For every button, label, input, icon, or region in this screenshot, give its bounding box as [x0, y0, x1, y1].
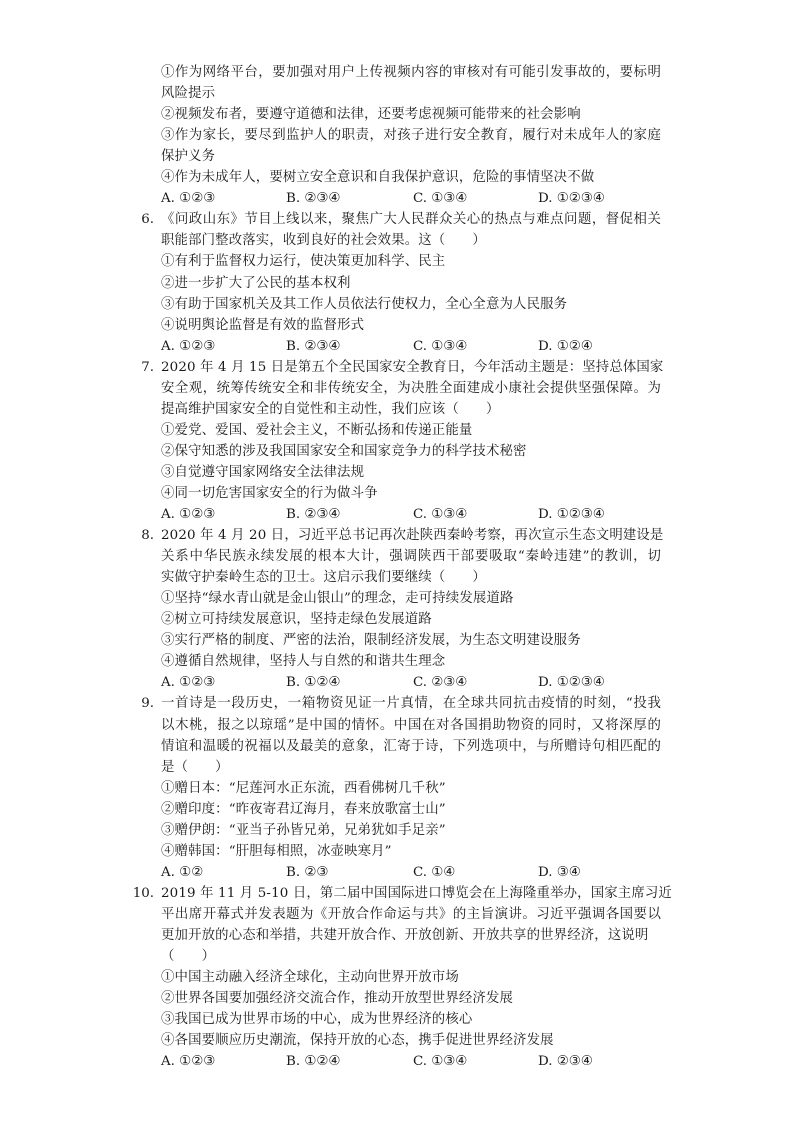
question-stem: 一首诗是一段历史，一箱物资见证一片真情，在全球共同抗击疫情的时刻，“投我: [161, 696, 661, 711]
option-a: A. ①②③: [161, 191, 216, 206]
option-b: B. ②③: [286, 865, 329, 880]
option-c: C. ①④: [413, 865, 456, 880]
question-10-options: [161, 1051, 661, 1072]
question-line: ②树立可持续发展意识，坚持走绿色发展道路: [161, 612, 432, 627]
option-d: D. ①②③④: [538, 191, 605, 206]
question-line: ④说明舆论监督是有效的监督形式: [161, 318, 365, 333]
question-stem: 2020 年 4 月 20 日，习近平总书记再次赴陕西秦岭考察，再次宣示生态文明建设是: [161, 528, 664, 543]
question-number: 8.: [141, 528, 154, 543]
question-stem: 《问政山东》节目上线以来，聚焦广大人民群众关心的热点与难点问题，督促相关: [161, 212, 661, 227]
question-line: ③赠伊朗：“亚当子孙皆兄弟，兄弟犹如手足亲”: [161, 823, 446, 838]
option-b: B. ②③④: [286, 507, 341, 522]
question-line: 情谊和温暖的祝福以及最美的意象，汇寄于诗，下列选项中，与所赠诗句相匹配的: [161, 739, 661, 754]
question-number: 6.: [141, 212, 154, 227]
question-line: ②赠印度：“昨夜寄君辽海月，春来放歌富士山”: [161, 802, 446, 817]
question-line: ④遵循自然规律，坚持人与自然的和谐共生理念: [161, 654, 446, 669]
question-line: 实做守护秦岭生态的卫士。这启示我们要继续（ ）: [161, 570, 486, 585]
question-line: 是（ ）: [161, 760, 229, 775]
question-line: 关系中华民族永续发展的根本大计，强调陕西干部要吸取“秦岭违建”的教训，切: [161, 549, 661, 564]
question-line: ④各国要顺应历史潮流，保持开放的心态，携手促进世界经济发展: [161, 1033, 554, 1048]
question-stem: 2020 年 4 月 15 日是第五个全民国家安全教育日，今年活动主题是：坚持总体国家: [161, 360, 664, 375]
option-a: A. ①②: [161, 865, 204, 880]
question-line: ②世界各国要加强经济交流合作，推动开放型世界经济发展: [161, 991, 514, 1006]
option-a: A. ①②③: [161, 675, 216, 690]
question-line: ④赠韩国：“肝胆每相照，冰壶映寒月”: [161, 844, 392, 859]
question-line: ②进一步扩大了公民的基本权利: [161, 276, 351, 291]
option-a: A. ①②③: [161, 1054, 216, 1069]
question-line: ④同一切危害国家安全的行为做斗争: [161, 486, 378, 501]
option-d: D. ②③④: [538, 1054, 593, 1069]
option-c: C. ②③④: [413, 675, 468, 690]
option-d: D. ①②③④: [538, 507, 605, 522]
question-line: ②保守知悉的涉及我国国家安全和国家竞争力的科学技术秘密: [161, 444, 527, 459]
option-d: D. ①②③④: [538, 675, 605, 690]
option-b: B. ①②④: [286, 1054, 341, 1069]
statement-line: ④作为未成年人，要树立安全意识和自我保护意识，危险的事情坚决不做: [161, 170, 595, 185]
question-stem: 2019 年 11 月 5-10 日，第二届中国国际进口博览会在上海隆重举办，国家主席习近: [161, 886, 672, 901]
statement-line: ①作为网络平台，要加强对用户上传视频内容的审核对有可能引发事故的，要标明: [161, 65, 661, 80]
question-7-options: [161, 504, 661, 525]
statement-line: ③作为家长，要尽到监护人的职责，对孩子进行安全教育，履行对未成年人的家庭: [161, 128, 661, 143]
question-line: 安全观，统筹传统安全和非传统安全，为决胜全面建成小康社会提供坚强保障。为: [161, 381, 661, 396]
option-d: D. ③④: [538, 865, 581, 880]
question-line: ③我国已成为世界市场的中心，成为世界经济的核心: [161, 1012, 473, 1027]
question-5-options: [161, 188, 661, 209]
statement-line: 保护义务: [161, 149, 216, 164]
option-c: C. ①③④: [413, 1054, 468, 1069]
question-line: 更加开放的心态和举措，共建开放合作、开放创新、开放共享的世界经济，这说明: [161, 928, 649, 943]
option-c: C. ①③④: [413, 339, 468, 354]
option-c: C. ①③④: [413, 191, 468, 206]
question-line: 职能部门整改落实，收到良好的社会效果。这（ ）: [161, 233, 486, 248]
question-line: 平出席开幕式并发表题为《开放合作命运与共》的主旨演讲。习近平强调各国要以: [161, 907, 661, 922]
question-line: ①中国主动融入经济全球化，主动向世界开放市场: [161, 970, 459, 985]
question-line: ①赠日本：“尼莲河水正东流，西看佛树几千秋”: [161, 781, 446, 796]
question-line: 提高维护国家安全的自觉性和主动性，我们应该（ ）: [161, 402, 500, 417]
question-line: ③自觉遵守国家网络安全法律法规: [161, 465, 365, 480]
question-number: 9.: [141, 696, 154, 711]
question-line: ①坚持“绿水青山就是金山银山”的理念，走可持续发展道路: [161, 591, 514, 606]
question-line: 以木桃，报之以琼瑶”是中国的情怀。中国在对各国捐助物资的同时，又将深厚的: [161, 718, 661, 733]
question-line: ①爱党、爱国、爱社会主义，不断弘扬和传递正能量: [161, 423, 473, 438]
option-b: B. ②③④: [286, 339, 341, 354]
question-number: 7.: [141, 360, 154, 375]
option-b: B. ①②④: [286, 675, 341, 690]
question-line: ③有助于国家机关及其工作人员依法行使权力，全心全意为人民服务: [161, 297, 568, 312]
statement-line: 风险提示: [161, 86, 216, 101]
option-c: C. ①③④: [413, 507, 468, 522]
question-line: ①有利于监督权力运行，使决策更加科学、民主: [161, 254, 446, 269]
question-line: ③实行严格的制度、严密的法治，限制经济发展，为生态文明建设服务: [161, 633, 581, 648]
question-number: 10.: [132, 886, 154, 901]
option-a: A. ①②③: [161, 507, 216, 522]
question-6-options: [161, 336, 661, 357]
question-line: （ ）: [161, 949, 216, 964]
option-d: D. ①②④: [538, 339, 593, 354]
option-a: A. ①②③: [161, 339, 216, 354]
statement-line: ②视频发布者，要遵守道德和法律，还要考虑视频可能带来的社会影响: [161, 107, 581, 122]
question-8-options: [161, 672, 661, 693]
option-b: B. ②③④: [286, 191, 341, 206]
question-9-options: [161, 862, 661, 883]
